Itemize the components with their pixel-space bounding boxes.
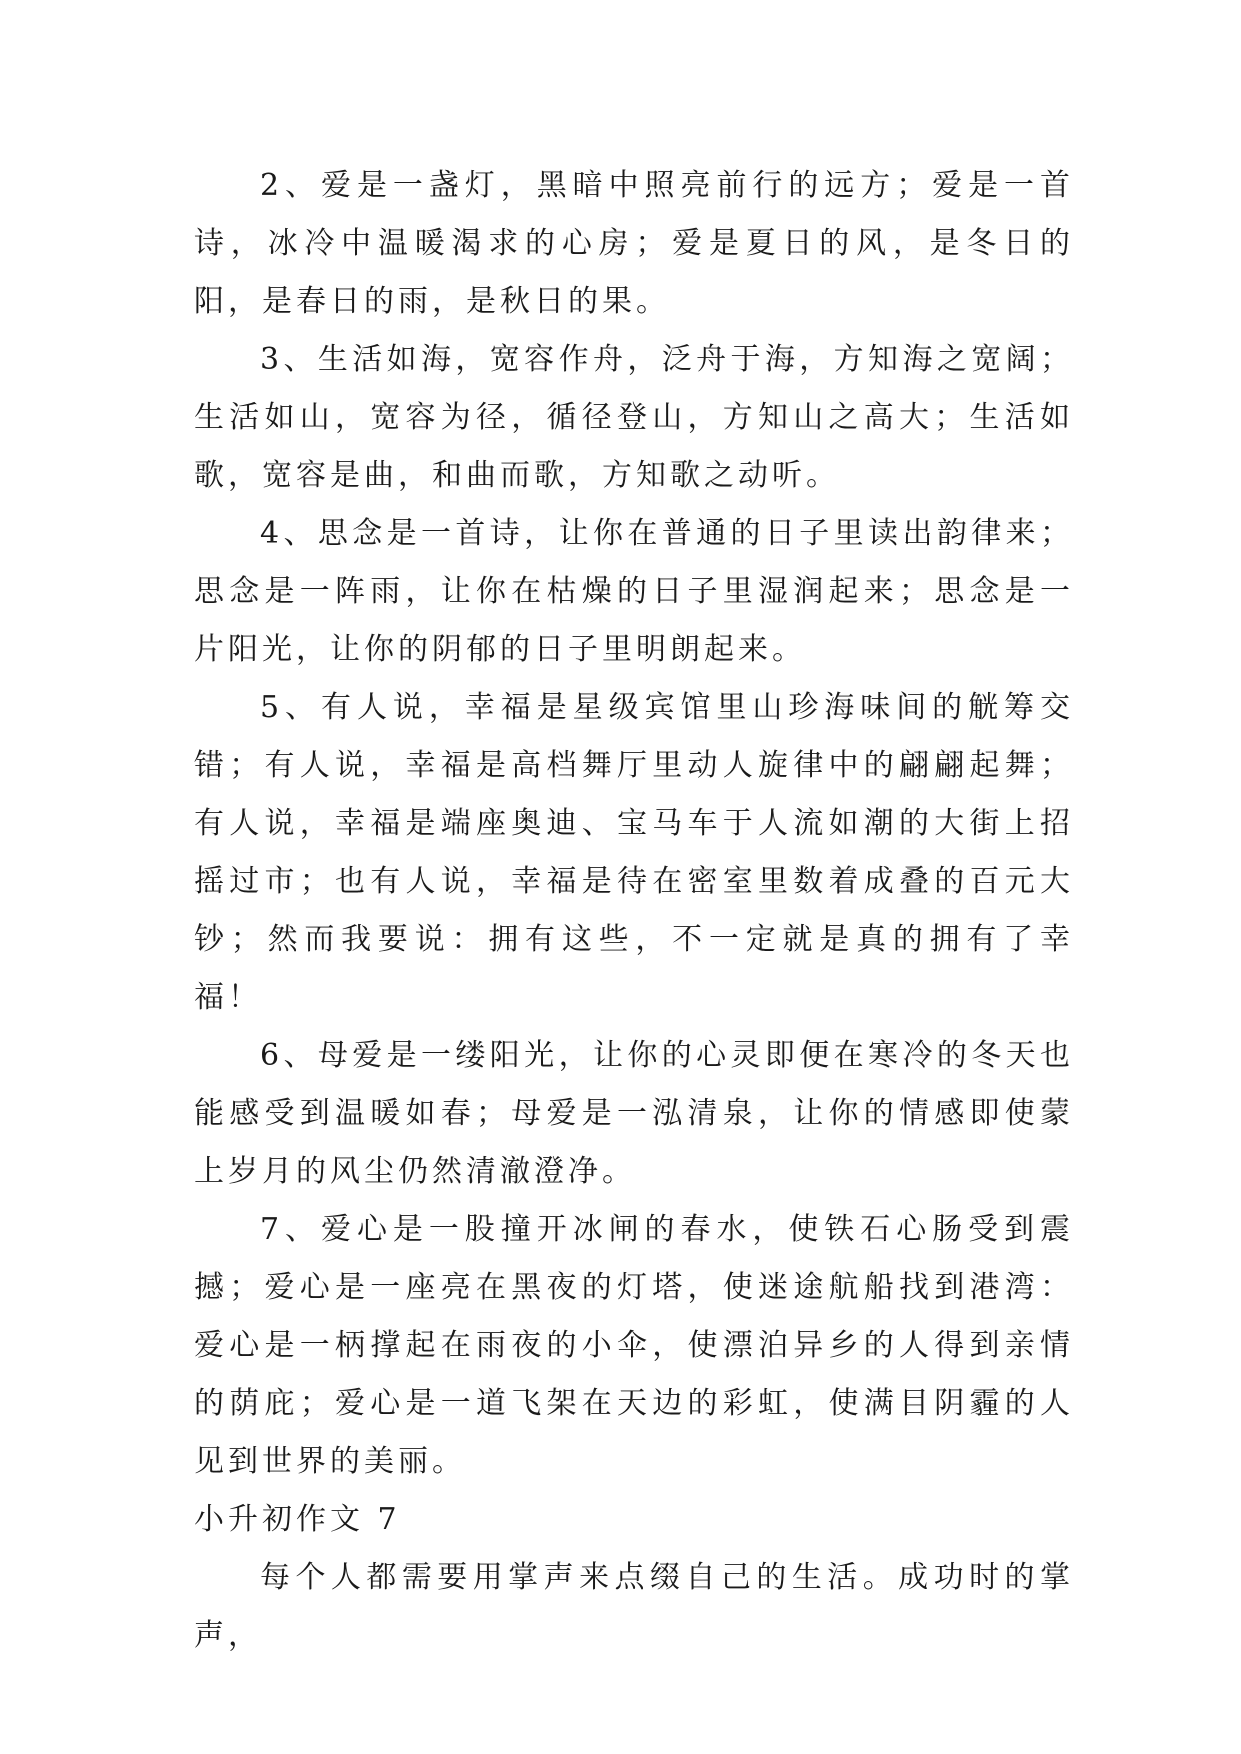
essay-first-paragraph: 每个人都需要用掌声来点缀自己的生活。成功时的掌声， — [194, 1560, 1074, 1653]
paragraph-3: 3、生活如海，宽容作舟，泛舟于海，方知海之宽阔；生活如山，宽容为径，循径登山，方知山之高大；生活如歌，宽容是曲，和曲而歌，方知歌之动听。 — [194, 342, 1074, 493]
section-title: 小升初作文 7 — [194, 1502, 401, 1537]
paragraph-6: 6、母爱是一缕阳光，让你的心灵即便在寒冷的冬天也能感受到温暖如春；母爱是一泓清泉，让你的情感即使蒙上岁月的风尘仍然清澈澄净。 — [194, 1038, 1074, 1189]
paragraph-7: 7、爱心是一股撞开冰闸的春水，使铁石心肠受到震撼；爱心是一座亮在黑夜的灯塔，使迷途航船找到港湾：爱心是一柄撑起在雨夜的小伞，使漂泊异乡的人得到亲情的荫庇；爱心是一道飞架在天边的彩虹，使满目阴霾的人见到世界的美丽。 — [194, 1212, 1074, 1479]
paragraph-4: 4、思念是一首诗，让你在普通的日子里读出韵律来；思念是一阵雨，让你在枯燥的日子里湿润起来；思念是一片阳光，让你的阴郁的日子里明朗起来。 — [194, 516, 1074, 667]
paragraph-5: 5、有人说，幸福是星级宾馆里山珍海味间的觥筹交错；有人说，幸福是高档舞厅里动人旋律中的翩翩起舞；有人说，幸福是端座奥迪、宝马车于人流如潮的大街上招摇过市；也有人说，幸福是待在密室里数着成叠的百元大钞；然而我要说：拥有这些，不一定就是真的拥有了幸福！ — [194, 690, 1074, 1015]
document-body — [194, 157, 1074, 1665]
paragraph-2: 2、爱是一盏灯，黑暗中照亮前行的远方；爱是一首诗，冰冷中温暖渴求的心房；爱是夏日的风，是冬日的阳，是春日的雨，是秋日的果。 — [194, 168, 1074, 319]
